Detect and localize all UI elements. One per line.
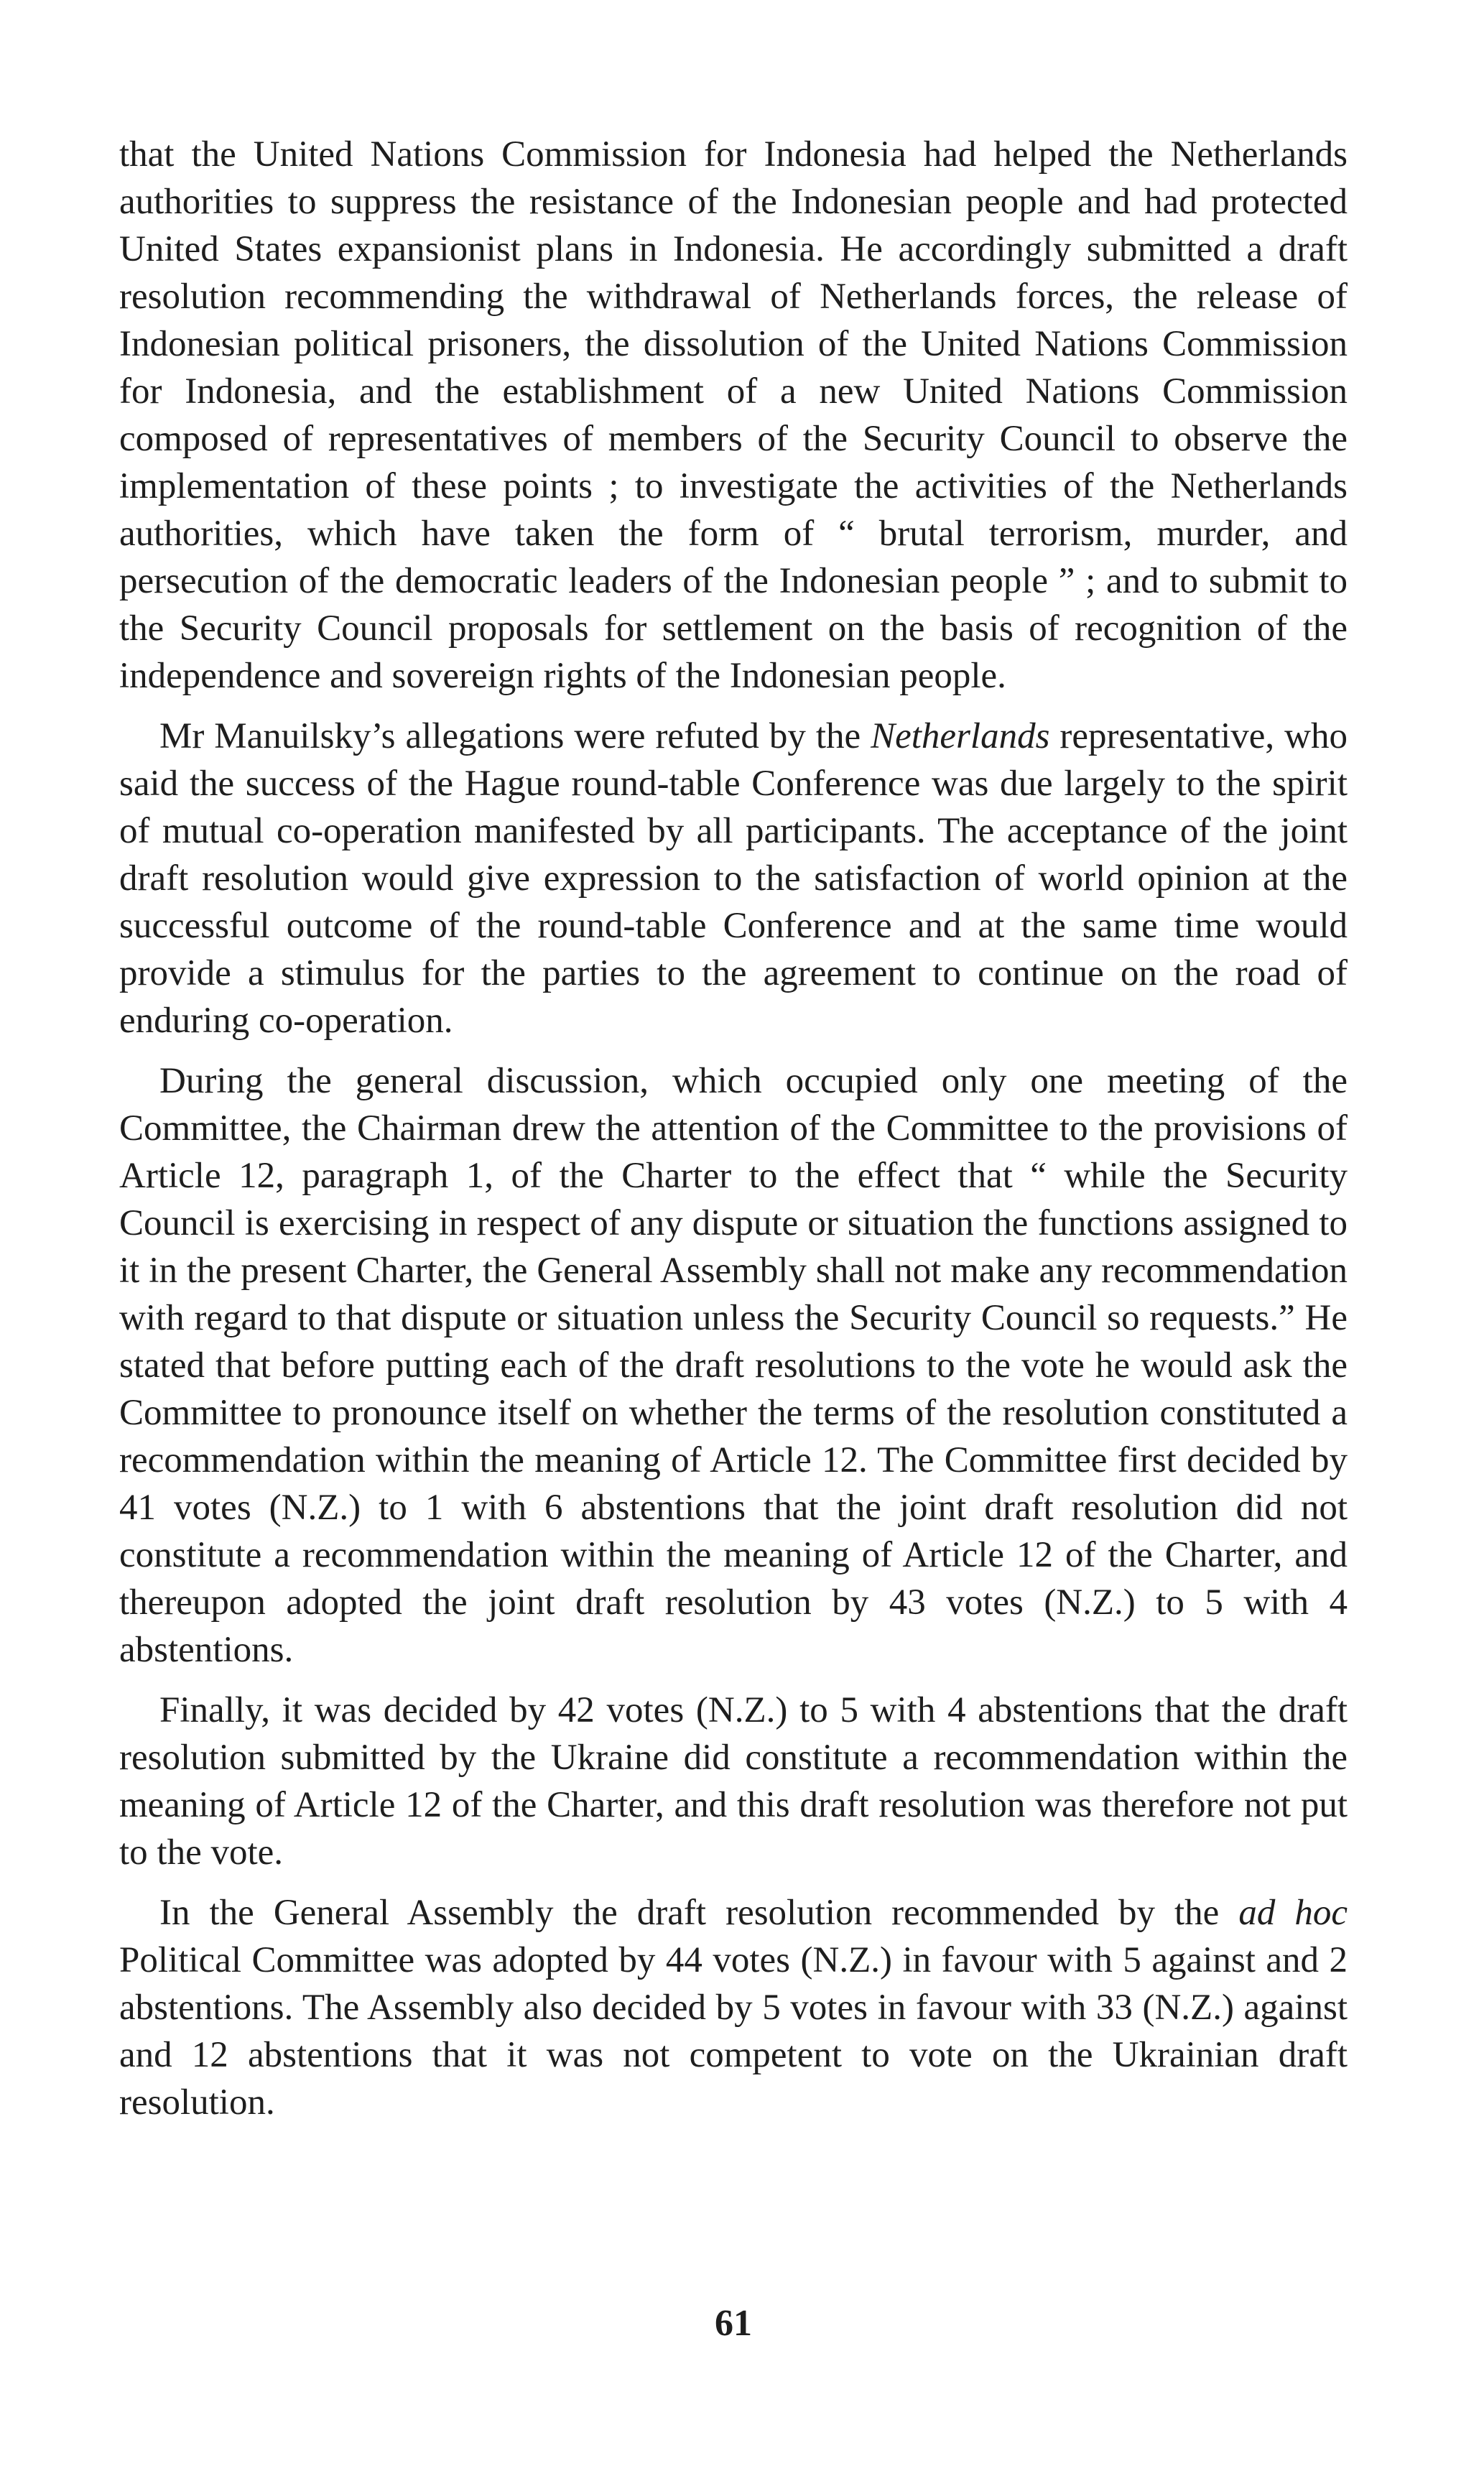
paragraph-netherlands-rebuttal: [119, 713, 1348, 1044]
paragraph-text-before: Mr Manuilsky’s allegations were refuted by the: [159, 716, 871, 756]
paragraph-continuation: that the United Nations Commission for Indonesia had helped the Netherlands authorities to suppress the resistance of the Indonesian people and had protected United States expansionist plans in Indonesia. He accordingly submitted a draft resolution recommending the withdrawal of Netherlands forces, the release of Indonesian political prisoners, the dissolution of the United Nations Commission for Indonesia, and the establishment of a new United Nations Commission composed of representatives of members of the Security Council to observe the implementation of these points ; to investigate the activities of the Netherlands authorities, which have taken the form of “ brutal terrorism, murder, and persecution of the democratic leaders of the Indonesian people ” ; and to submit to the Security Council proposals for settlement on the basis of recognition of the independence and sovereign rights of the Indonesian people.: [119, 134, 1348, 696]
paragraph-ukraine-resolution: Finally, it was decided by 42 votes (N.Z.) to 5 with 4 abstentions that the draft resolution submitted by the Ukraine did constitute a recommendation within the meaning of Article 12 of the Charter, and this draft resolution was therefore not put to the vote.: [119, 1690, 1348, 1873]
italic-term: Netherlands: [871, 716, 1050, 756]
paragraph-text-after: Political Committee was adopted by 44 votes (N.Z.) in favour with 5 against and 2 abstentions. The Assembly also decided by 5 votes in favour with 33 (N.Z.) against and 12 abstentions that it was not competent to vote on the Ukrainian draft resolution.: [119, 1940, 1348, 2123]
paragraph-general-assembly: [119, 1889, 1348, 2126]
page-number: 61: [715, 2303, 752, 2344]
paragraph-text-after: representative, who said the success of the Hague round-table Conference was due largely to the spirit of mutual co-operation manifested by all participants. The acceptance of the joint draft resolution would give expression to the satisfaction of world opinion at the successful outcome of the round-table Conference and at the same time would provide a stimulus for the parties to the agreement to continue on the road of enduring co-operation.: [119, 716, 1348, 1041]
paragraph-general-discussion: During the general discussion, which occupied only one meeting of the Committee, the Chairman drew the attention of the Committee to the provisions of Article 12, paragraph 1, of the Charter to the effect that “ while the Security Council is exercising in respect of any dispute or situation the functions assigned to it in the present Charter, the General Assembly shall not make any recommendation with regard to that dispute or situation unless the Security Council so requests.” He stated that before putting each of the draft resolutions to the vote he would ask the Committee to pronounce itself on whether the terms of the resolution constituted a recommendation within the meaning of Article 12. The Committee first decided by 41 votes (N.Z.) to 1 with 6 abstentions that the joint draft resolution did not constitute a recommendation within the meaning of Article 12 of the Charter, and thereupon adopted the joint draft resolution by 43 votes (N.Z.) to 5 with 4 abstentions.: [119, 1061, 1348, 1670]
italic-term: ad hoc: [1238, 1893, 1348, 1933]
document-page: [119, 131, 1348, 2386]
paragraph-text-before: In the General Assembly the draft resolution recommended by the: [159, 1893, 1239, 1933]
